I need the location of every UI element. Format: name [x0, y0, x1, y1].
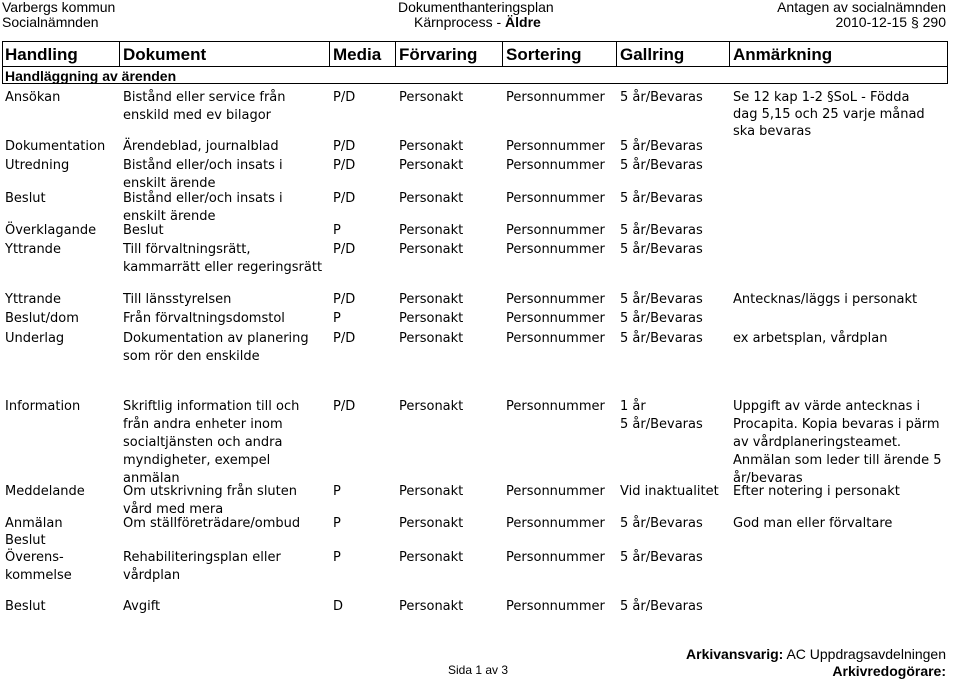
row-sortering: Personnummer	[506, 242, 605, 257]
row-handling: Beslut	[5, 599, 46, 614]
row-forvaring: Personakt	[399, 158, 464, 173]
row-handling-line1: Anmälan	[5, 516, 63, 531]
row-sortering: Personnummer	[506, 484, 605, 499]
row-gallring: 5 år/Bevaras	[620, 331, 703, 346]
row-forvaring: Personakt	[399, 550, 464, 565]
row-media: P/D	[333, 292, 356, 307]
doc-type: Dokumenthanteringsplan	[398, 0, 554, 15]
row-anmarkning: Uppgift av värde antecknas i Procapita. Kopia bevaras i pärm av vårdplaneringsteamet. Anmälan som leder till ärende 5 år/bevaras	[733, 399, 942, 486]
row-sortering: Personnummer	[506, 191, 605, 206]
section-number: 290	[922, 14, 946, 30]
col-divider	[729, 41, 730, 67]
col-forvaring: Förvaring	[399, 45, 478, 64]
row-sortering: Personnummer	[506, 158, 605, 173]
row-dokument: Till länsstyrelsen	[123, 292, 232, 307]
row-dokument: Bistånd eller/och insats i enskilt ärende	[123, 191, 283, 224]
row-media: P	[333, 484, 341, 499]
col-gallring: Gallring	[620, 45, 685, 64]
col-dokument: Dokument	[123, 45, 207, 64]
row-handling: Överklagande	[5, 223, 97, 238]
row-gallring: 5 år/Bevaras	[620, 90, 703, 105]
unit-name: Socialnämnden	[2, 14, 99, 30]
row-anmarkning: God man eller förvaltare	[733, 516, 893, 531]
row-forvaring: Personakt	[399, 599, 464, 614]
archivist-label: Arkivredogörare:	[832, 663, 946, 679]
row-media: P/D	[333, 331, 356, 346]
row-gallring: 5 år/Bevaras	[620, 292, 703, 307]
row-gallring: 5 år/Bevaras	[620, 242, 703, 257]
row-forvaring: Personakt	[399, 191, 464, 206]
col-divider	[395, 41, 396, 67]
row-handling: Meddelande	[5, 484, 85, 499]
row-gallring-line1: 1 år	[620, 399, 646, 414]
row-gallring: 5 år/Bevaras	[620, 139, 703, 154]
row-media: P/D	[333, 139, 356, 154]
row-sortering: Personnummer	[506, 223, 605, 238]
row-forvaring: Personakt	[399, 331, 464, 346]
archive-owner-value: AC Uppdragsavdelningen	[786, 646, 946, 662]
row-handling: Yttrande	[5, 242, 61, 257]
archive-owner-label: Arkivansvarig:	[686, 646, 784, 662]
row-dokument: Avgift	[123, 599, 161, 614]
row-dokument: Från förvaltningsdomstol	[123, 311, 285, 326]
row-gallring: 5 år/Bevaras	[620, 550, 703, 565]
comment-text: SoL - Födda dag 5,15 och 25 varje månad ska bevaras	[733, 90, 925, 139]
row-sortering: Personnummer	[506, 550, 605, 565]
row-sortering: Personnummer	[506, 399, 605, 414]
row-sortering: Personnummer	[506, 139, 605, 154]
row-gallring: 5 år/Bevaras	[620, 599, 703, 614]
header-divider	[2, 66, 948, 67]
row-gallring: 5 år/Bevaras	[620, 311, 703, 326]
org-name: Varbergs kommun	[2, 0, 116, 15]
row-media: P/D	[333, 158, 356, 173]
adopted-by: Antagen av socialnämnden	[777, 0, 946, 15]
adoption-ref	[835, 14, 946, 31]
row-gallring: 5 år/Bevaras	[620, 191, 703, 206]
col-divider	[329, 41, 330, 67]
row-media: P	[333, 223, 341, 238]
row-gallring: 5 år/Bevaras	[620, 516, 703, 531]
row-dokument: Skriftlig information till och från andra enheter inom socialtjänsten och andra myndigheter, exempel anmälan	[123, 399, 300, 486]
row-sortering: Personnummer	[506, 292, 605, 307]
row-dokument: Dokumentation av planering som rör den enskilde	[123, 331, 309, 364]
adoption-date: 2010-12-15	[835, 14, 908, 30]
row-forvaring: Personakt	[399, 90, 464, 105]
section-sign: §	[910, 14, 919, 30]
row-handling: Underlag	[5, 331, 65, 346]
row-sortering: Personnummer	[506, 90, 605, 105]
row-anmarkning: Antecknas/läggs i personakt	[733, 292, 918, 307]
comment-text: Se 12 kap 1-2	[733, 90, 828, 105]
row-handling: Dokumentation	[5, 139, 106, 154]
row-media: P/D	[333, 242, 356, 257]
row-dokument: Rehabiliteringsplan eller vårdplan	[123, 550, 281, 583]
row-anmarkning	[733, 89, 933, 140]
row-forvaring: Personakt	[399, 292, 464, 307]
page-number: Sida 1 av 3	[448, 663, 509, 677]
row-forvaring: Personakt	[399, 516, 464, 531]
row-media: P/D	[333, 399, 356, 414]
row-handling-line2: Beslut	[5, 533, 46, 548]
row-handling: Ansökan	[5, 90, 61, 105]
row-handling: Information	[5, 399, 81, 414]
row-forvaring: Personakt	[399, 242, 464, 257]
col-anmarkning: Anmärkning	[733, 45, 833, 64]
row-sortering: Personnummer	[506, 331, 605, 346]
row-gallring: Vid inaktualitet	[620, 484, 719, 499]
row-handling: Yttrande	[5, 292, 61, 307]
row-media: P	[333, 550, 341, 565]
row-media: P	[333, 311, 341, 326]
row-gallring-line2: 5 år/Bevaras	[620, 417, 703, 432]
process-name: Äldre	[505, 14, 541, 30]
row-anmarkning: ex arbetsplan, vårdplan	[733, 331, 888, 346]
row-gallring: 5 år/Bevaras	[620, 158, 703, 173]
col-handling: Handling	[5, 45, 78, 64]
process-title	[414, 14, 541, 31]
col-divider	[616, 41, 617, 67]
comment-section-sign: §	[827, 90, 834, 105]
row-dokument: Bistånd eller/och insats i enskilt ärende	[123, 158, 283, 191]
section-title: Handläggning av ärenden	[5, 68, 177, 84]
row-forvaring: Personakt	[399, 311, 464, 326]
col-media: Media	[333, 45, 382, 64]
col-divider	[502, 41, 503, 67]
row-dokument: Bistånd eller service från enskild med ev bilagor	[123, 90, 286, 123]
row-handling: Beslut/dom	[5, 311, 79, 326]
row-handling-line1: Överens-	[5, 550, 64, 565]
row-forvaring: Personakt	[399, 223, 464, 238]
process-prefix: Kärnprocess -	[414, 14, 506, 30]
row-media: P/D	[333, 191, 356, 206]
row-media: D	[333, 599, 344, 614]
row-dokument: Till förvaltningsrätt, kammarrätt eller regeringsrätt	[123, 242, 323, 275]
row-sortering: Personnummer	[506, 599, 605, 614]
row-forvaring: Personakt	[399, 484, 464, 499]
row-dokument: Om utskrivning från sluten vård med mera	[123, 484, 298, 517]
col-divider	[119, 41, 120, 67]
row-handling: Beslut	[5, 191, 46, 206]
row-forvaring: Personakt	[399, 399, 464, 414]
row-dokument: Beslut	[123, 223, 164, 238]
row-forvaring: Personakt	[399, 139, 464, 154]
row-gallring: 5 år/Bevaras	[620, 223, 703, 238]
row-media: P/D	[333, 90, 356, 105]
row-anmarkning: Efter notering i personakt	[733, 484, 900, 499]
row-dokument: Om ställföreträdare/ombud	[123, 516, 301, 531]
row-handling-line2: kommelse	[5, 568, 72, 583]
row-sortering: Personnummer	[506, 516, 605, 531]
col-sortering: Sortering	[506, 45, 582, 64]
row-handling: Utredning	[5, 158, 70, 173]
row-media: P	[333, 516, 341, 531]
row-dokument: Ärendeblad, journalblad	[123, 139, 279, 154]
row-sortering: Personnummer	[506, 311, 605, 326]
archive-owner	[686, 646, 946, 663]
